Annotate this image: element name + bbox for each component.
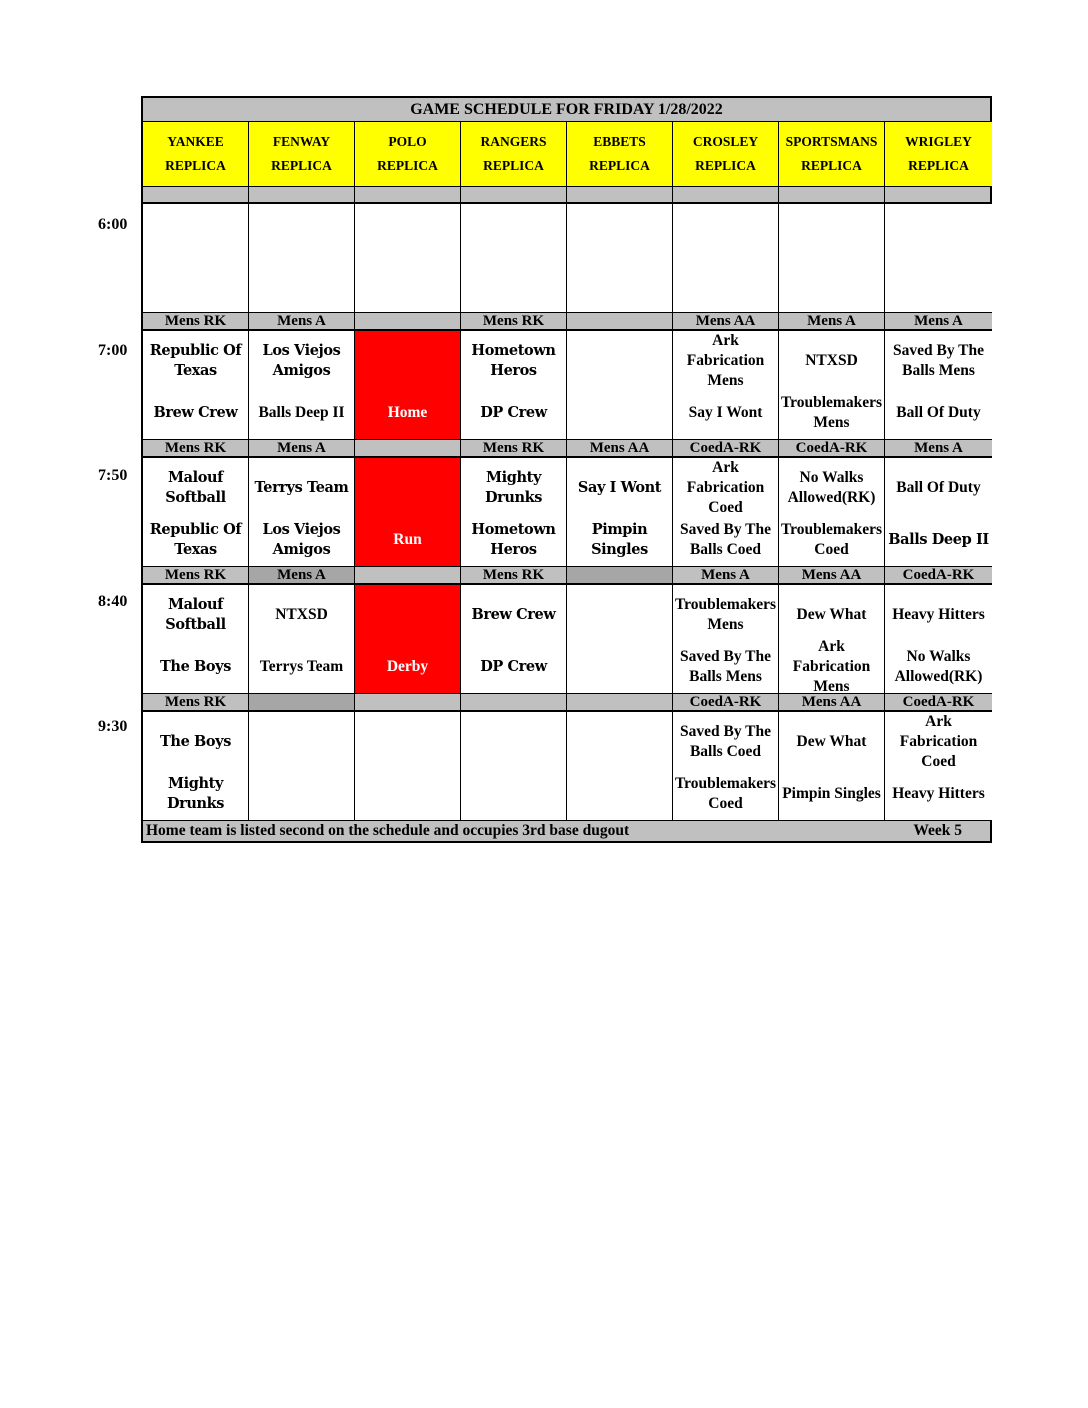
division-row: [143, 440, 990, 458]
field-header: SPORTSMANS REPLICA: [779, 122, 885, 186]
field-header: EBBETS REPLICA: [567, 122, 673, 186]
division-label: Mens A: [885, 440, 992, 456]
game-cell: [355, 712, 461, 820]
division-label: [567, 694, 673, 710]
game-cell: Ball Of Duty Balls Deep II: [885, 458, 992, 566]
game-cell: Dew What Ark Fabrication Mens: [779, 585, 885, 693]
division-label: Mens RK: [143, 567, 249, 583]
division-label: Mens RK: [143, 440, 249, 456]
game-cell: Malouf Softball Republic Of Texas: [143, 458, 249, 566]
slot-7-00: [143, 331, 990, 440]
division-row: [143, 313, 990, 331]
division-label: Mens A: [885, 313, 992, 329]
header-spacer: [143, 187, 990, 204]
slot-9-30: [143, 712, 990, 821]
field-header-row: [143, 122, 990, 187]
game-cell: Brew Crew DP Crew: [461, 585, 567, 693]
division-row: [143, 567, 990, 585]
division-label: Mens A: [249, 313, 355, 329]
closed-cell: Derby: [355, 585, 461, 693]
division-label: Mens AA: [779, 694, 885, 710]
game-cell: No Walks Allowed(RK) Troublemakers Coed: [779, 458, 885, 566]
field-header: CROSLEY REPLICA: [673, 122, 779, 186]
game-cell: Hometown Heros DP Crew: [461, 331, 567, 439]
division-label: CoedA-RK: [885, 567, 992, 583]
division-label: [355, 440, 461, 456]
time-label: 7:50: [98, 467, 128, 484]
time-label: 9:30: [98, 718, 128, 735]
game-cell: Saved By The Balls Coed Troublemakers Coed: [673, 712, 779, 820]
schedule-table: [141, 96, 992, 843]
game-cell: [461, 712, 567, 820]
time-label: 7:00: [98, 342, 128, 359]
game-cell: [249, 712, 355, 820]
time-label: 8:40: [98, 593, 128, 610]
division-label: Mens RK: [143, 313, 249, 329]
division-label: Mens AA: [567, 440, 673, 456]
division-label: Mens A: [249, 567, 355, 583]
closed-cell: Run: [355, 458, 461, 566]
game-cell: Ark Fabrication Coed Heavy Hitters: [885, 712, 992, 820]
division-label: Mens A: [779, 313, 885, 329]
game-cell: Say I Wont Pimpin Singles: [567, 458, 673, 566]
game-cell: Republic Of Texas Brew Crew: [143, 331, 249, 439]
schedule-footer: [143, 821, 990, 841]
schedule-title: GAME SCHEDULE FOR FRIDAY 1/28/2022: [143, 98, 990, 122]
division-label: [355, 567, 461, 583]
division-label: [567, 313, 673, 329]
game-cell: Ark Fabrication Mens Say I Wont: [673, 331, 779, 439]
game-cell: Heavy Hitters No Walks Allowed(RK): [885, 585, 992, 693]
slot-6-00: [143, 204, 990, 313]
division-label: Mens RK: [143, 694, 249, 710]
closed-cell: Home: [355, 331, 461, 439]
division-label: Mens AA: [779, 567, 885, 583]
division-label: CoedA-RK: [885, 694, 992, 710]
division-label: [249, 694, 355, 710]
game-cell: [567, 331, 673, 439]
game-cell: [567, 585, 673, 693]
division-label: Mens A: [249, 440, 355, 456]
division-label: [461, 694, 567, 710]
division-label: [567, 567, 673, 583]
field-header: POLO REPLICA: [355, 122, 461, 186]
slot-7-50: [143, 458, 990, 567]
game-cell: The Boys Mighty Drunks: [143, 712, 249, 820]
game-cell: Terrys Team Los Viejos Amigos: [249, 458, 355, 566]
footer-note: Home team is listed second on the schedule and occupies 3rd base dugout: [146, 822, 630, 839]
game-cell: Saved By The Balls Mens Ball Of Duty: [885, 331, 992, 439]
division-label: Mens RK: [461, 567, 567, 583]
game-cell: Los Viejos Amigos Balls Deep II: [249, 331, 355, 439]
game-cell: Troublemakers Mens Saved By The Balls Mens: [673, 585, 779, 693]
game-cell: [567, 712, 673, 820]
week-label: Week 5: [913, 822, 962, 839]
division-label: Mens RK: [461, 313, 567, 329]
division-label: [355, 313, 461, 329]
game-cell: NTXSD Troublemakers Mens: [779, 331, 885, 439]
division-label: Mens A: [673, 567, 779, 583]
time-label: 6:00: [98, 216, 128, 233]
division-label: Mens AA: [673, 313, 779, 329]
slot-8-40: [143, 585, 990, 694]
division-label: CoedA-RK: [673, 440, 779, 456]
field-header: YANKEE REPLICA: [143, 122, 249, 186]
division-label: CoedA-RK: [779, 440, 885, 456]
game-cell: NTXSD Terrys Team: [249, 585, 355, 693]
game-cell: Ark Fabrication Coed Saved By The Balls Coed: [673, 458, 779, 566]
game-cell: Malouf Softball The Boys: [143, 585, 249, 693]
field-header: WRIGLEY REPLICA: [885, 122, 992, 186]
division-label: Mens RK: [461, 440, 567, 456]
division-label: [355, 694, 461, 710]
game-cell: Dew What Pimpin Singles: [779, 712, 885, 820]
division-label: CoedA-RK: [673, 694, 779, 710]
field-header: RANGERS REPLICA: [461, 122, 567, 186]
game-cell: Mighty Drunks Hometown Heros: [461, 458, 567, 566]
field-header: FENWAY REPLICA: [249, 122, 355, 186]
